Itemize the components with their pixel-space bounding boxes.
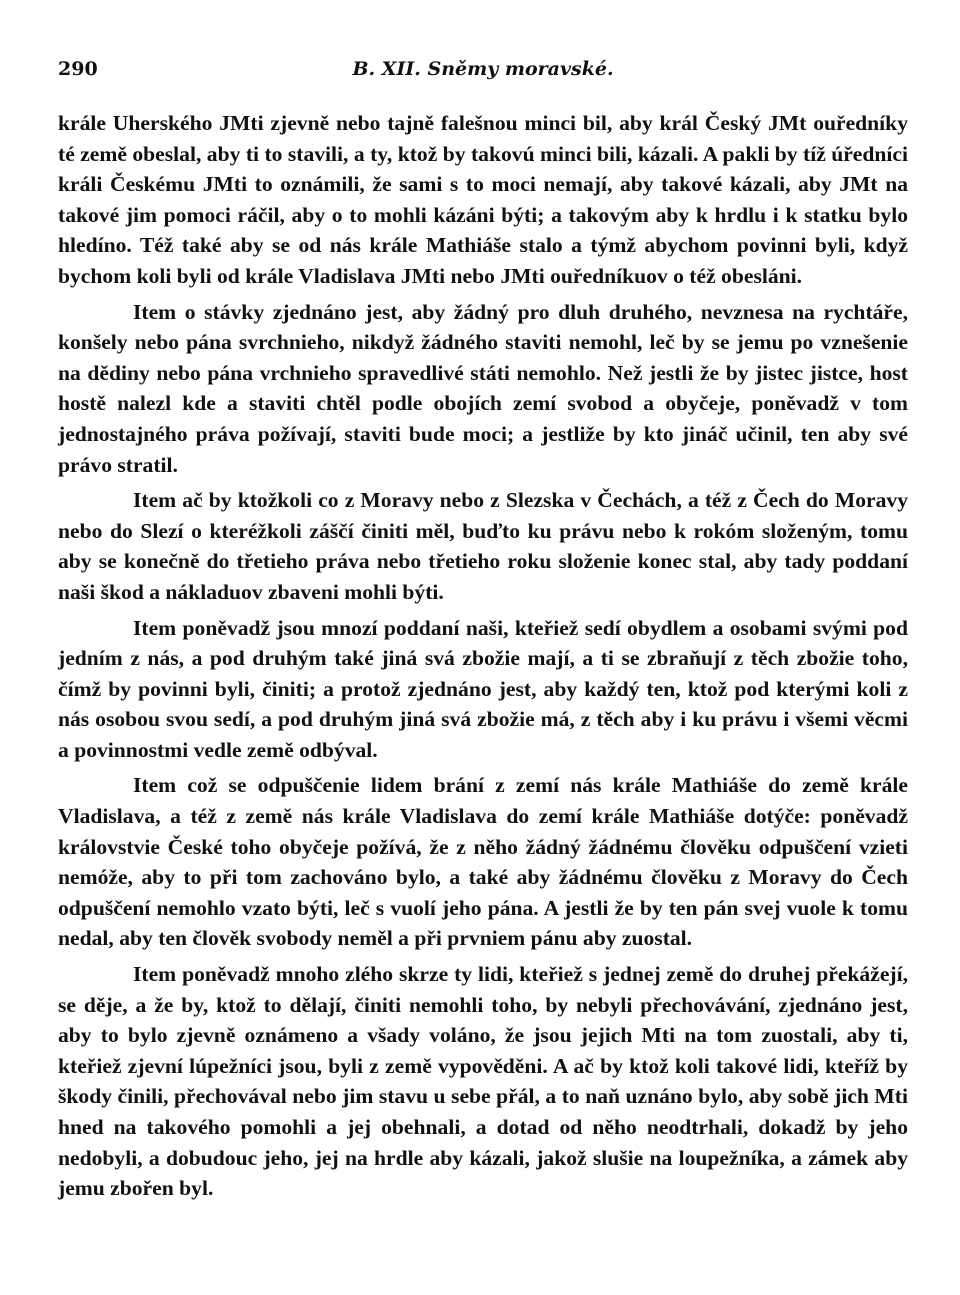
page-header (58, 58, 908, 82)
paragraph-stavky: Item o stávky zjednáno jest, aby žádný pro dluh druhého, nevznesa na rychtáře, konšely nebo pána svrchnieho, nikdyž žádného staviti nemohl, leč by se jemu po vznešenie na dědiny nebo pána vrchnieho spravedlivé státi nemohlo. Než jestli že by jistec jistce, host hostě nalezl kde a staviti chtěl podle obojích zemí svobod a obyčeje, poněvadž v tom jednostajného práva požívají, staviti bude moci; a jestliže by kto jináč učinil, ten aby své právo stratil. (58, 299, 908, 477)
running-head: B. XII. Sněmy moravské. (352, 58, 614, 80)
paragraph-zasci: Item ač by ktožkoli co z Moravy nebo z Slezska v Čechách, a též z Čech do Moravy nebo do Slezí o kteréžkoli záščí činiti měl, buďto ku právu nebo k rokóm složeným, tomu aby se konečně do třetieho práva nebo třetieho roku složenie konec stal, aby tady poddaní naši škod a nákladuov zbaveni mohli býti. (58, 488, 908, 604)
body-text (58, 108, 908, 1204)
paragraph-lupeznici: Item poněvadž mnoho zlého skrze ty lidi, kteřiež s jednej země do druhej překážejí, se děje, a že by, ktož to dělají, činiti nemohli toho, by nebyli přechovávání, zjednáno jest, aby to bylo zjevně oznámeno a všady voláno, že jsou jejich Mti na tom zuostali, aby ti, kteřiež zjevní lúpežníci jsou, byli z země vypověděni. A ač by ktož koli takové lidi, kteříž by škody činili, přechovával nebo jim stavu u sebe přál, a to naň uznáno bylo, aby sobě jich Mti hned na takového pomohli a jej obehnali, a dotad od něho neodtrhali, dokadž by jeho nedobyli, a dobudouc jeho, jej na hrdle aby kázali, jakož slušie na loupežníka, a zámek aby jemu zbořen byl. (58, 962, 908, 1201)
page-number: 290 (58, 58, 98, 80)
paragraph-odpusceni: Item což se odpuščenie lidem brání z zemí nás krále Mathiáše do země krále Vladislava, a též z země nás krále Vladislava do zemí krále Mathiáše dotýče: poněvadž královstvie České toho obyčeje požívá, že z něho žádný žádnému člověku odpuščení vzieti nemóže, aby to při tom zachováno bylo, a také aby žádnému člověku z Moravy do Čech odpuščení nemohlo vzato býti, leč s vuolí jeho pána. A jestli že by ten pán svej vuole k tomu nedal, aby ten člověk svobody neměl a při prvniem pánu aby zuostal. (58, 773, 908, 951)
paragraph-poddani: Item poněvadž jsou mnozí poddaní naši, kteřiež sedí obydlem a osobami svými pod jedním z nás, a pod druhým také jiná svá zbožie mají, a ti se zbraňují z těch zbožie toho, čímž by povinni byli, činiti; a protož zjednáno jest, aby každý ten, ktož pod kterými koli z nás osobou svou sedí, a pod druhým jiná svá zbožie má, z těch aby i ku právu i všemi věcmi a povinnostmi vedle země odbýval. (58, 615, 908, 762)
paragraph-continuation: krále Uherského JMti zjevně nebo tajně falešnou minci bil, aby král Český JMt ouředníky té země obeslal, aby ti to stavili, a ty, ktož by takovú minci bili, kázali. A pakli by tíž úředníci králi Českému JMti to oznámili, že sami s to moci nemají, aby takové kázali, aby JMt na takové jim pomoci ráčil, aby o to mohli kázáni býti; a takovým aby k hrdlu i k statku bylo hledíno. Též také aby se od nás krále Mathiáše stalo a týmž abychom povinni byli, když bychom koli byli od krále Vladislava JMti nebo JMti ouředníkuov o též obesláni. (58, 111, 908, 288)
